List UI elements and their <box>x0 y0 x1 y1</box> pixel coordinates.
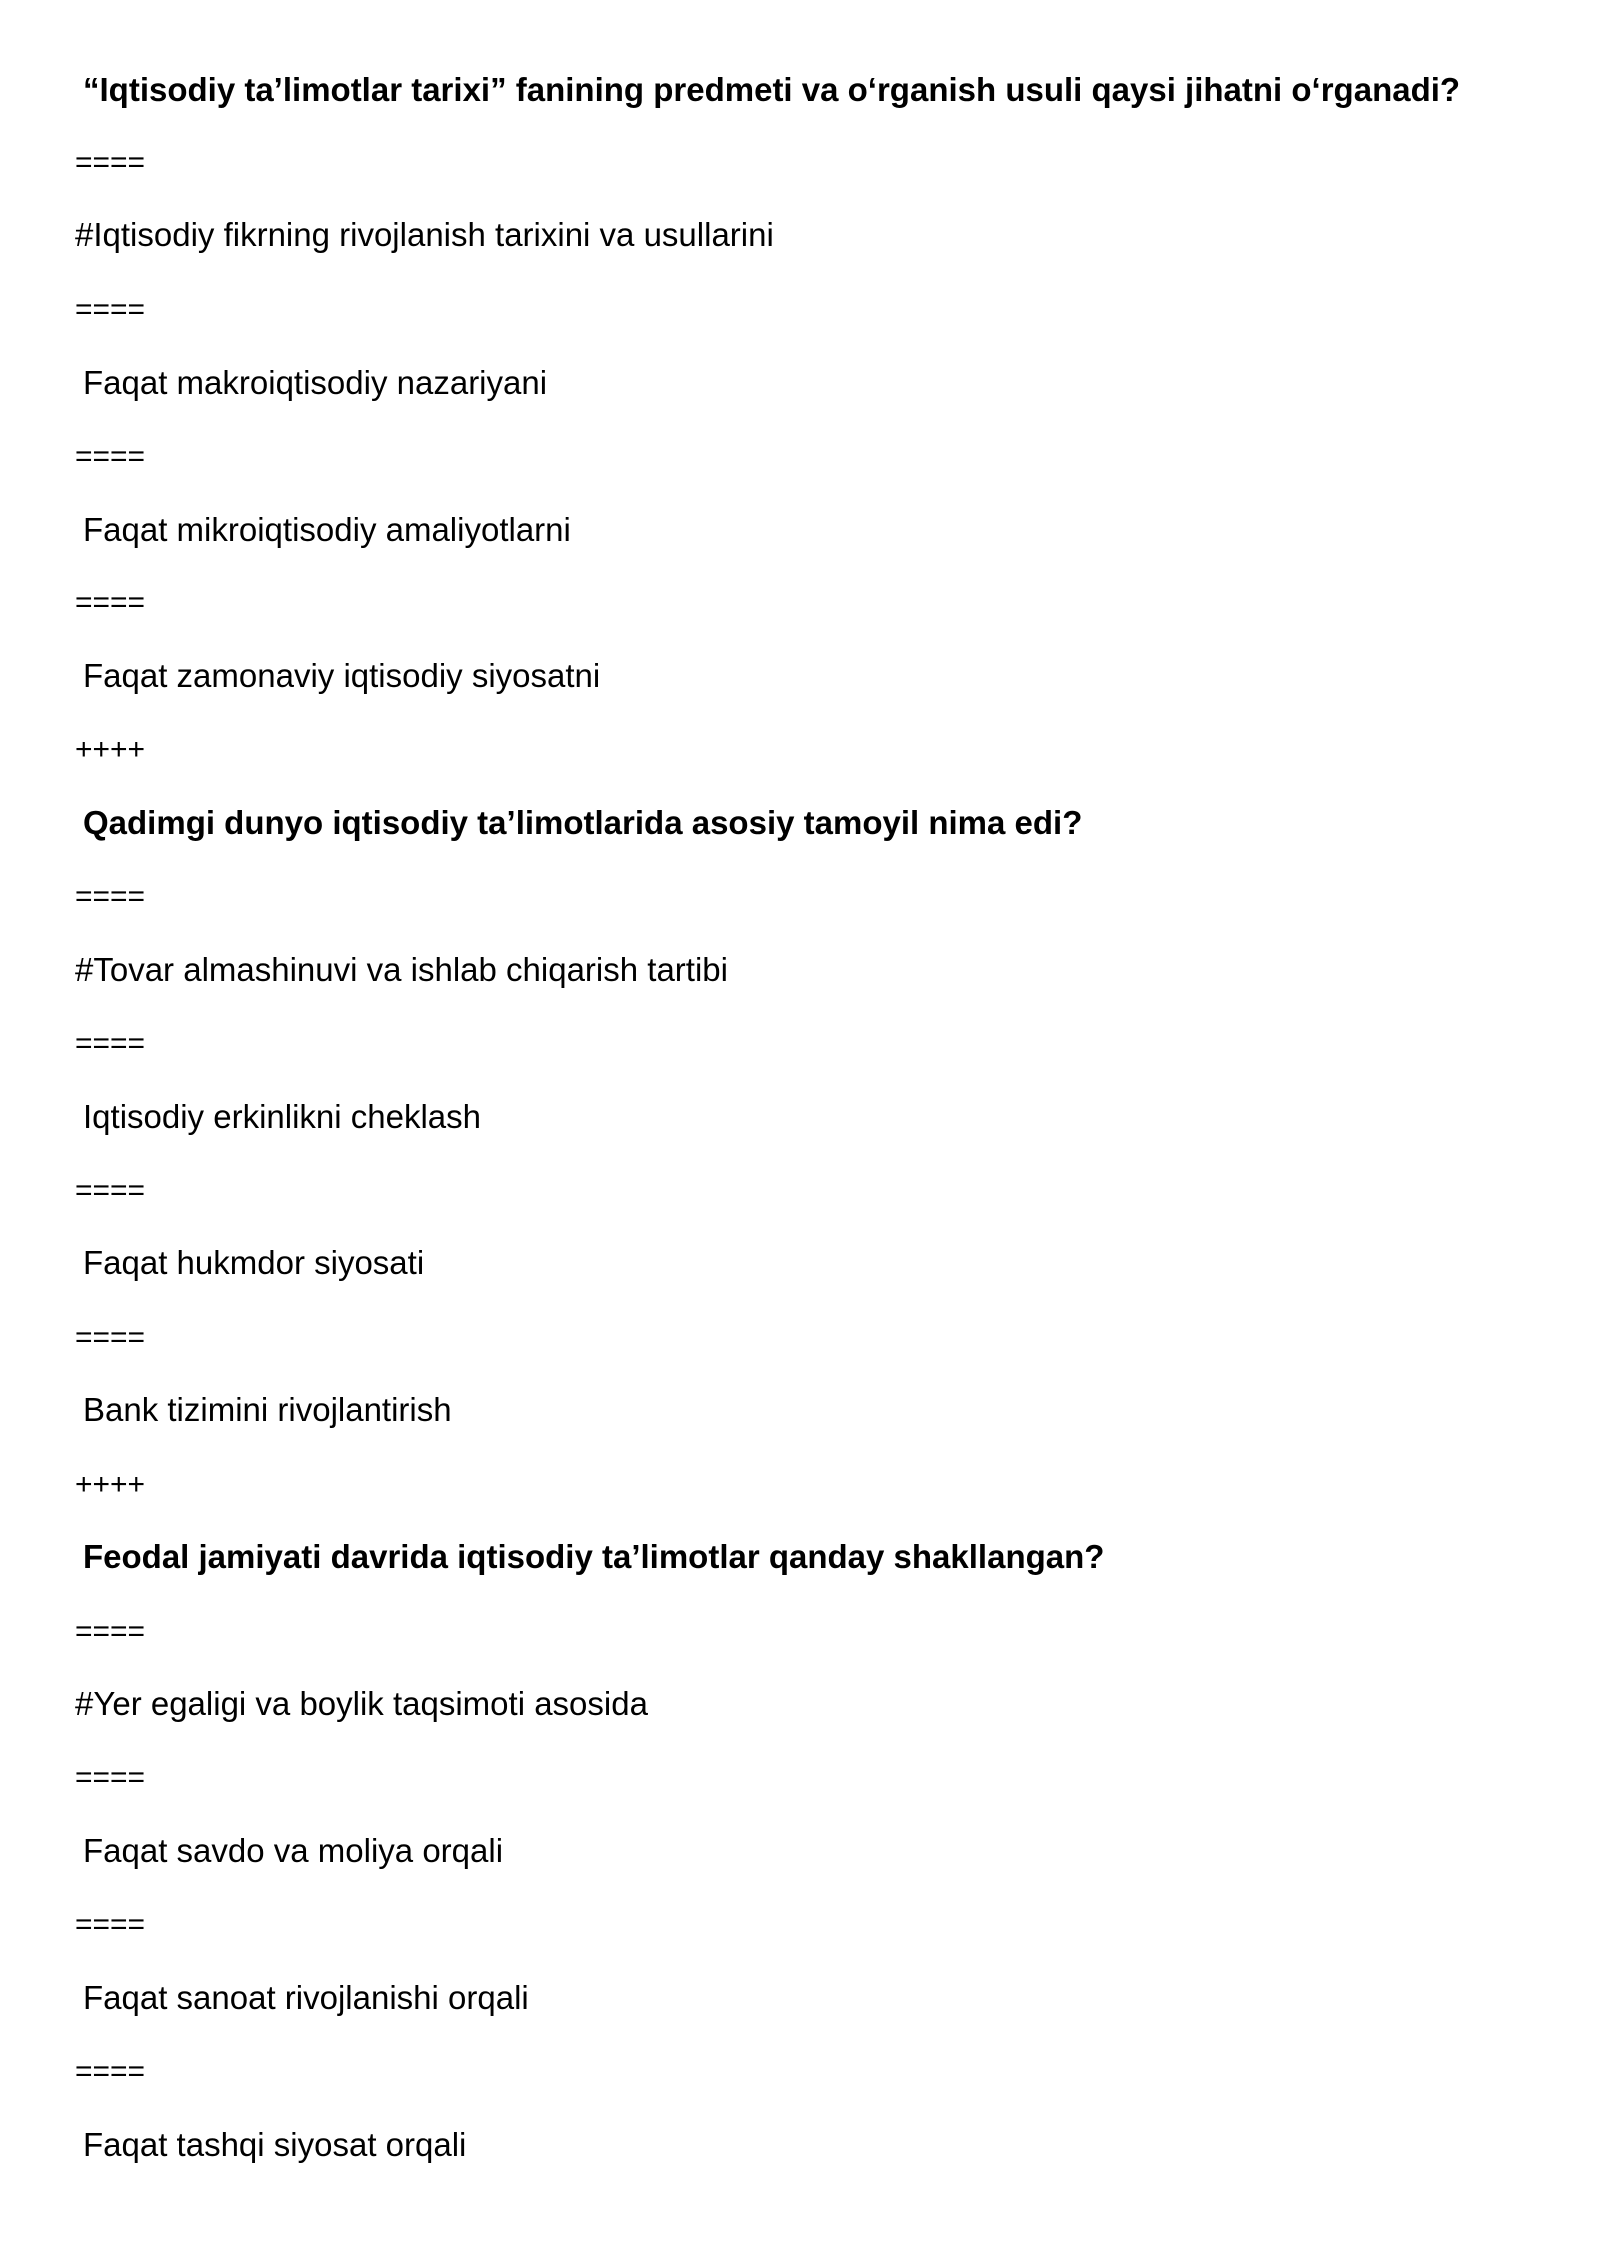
answer-option: Faqat mikroiqtisodiy amaliyotlarni <box>83 511 571 548</box>
question-separator: ++++ <box>75 1468 146 1501</box>
correct-answer-2: #Tovar almashinuvi va ishlab chiqarish tartibi <box>75 951 728 988</box>
option-separator: ==== <box>75 1908 146 1941</box>
option-separator: ==== <box>75 1027 146 1060</box>
question-2: Qadimgi dunyo iqtisodiy ta’limotlarida asosiy tamoyil nima edi? <box>83 804 1083 841</box>
question-3: Feodal jamiyati davrida iqtisodiy ta’limotlar qanday shakllangan? <box>83 1538 1105 1575</box>
option-separator: ==== <box>75 1321 146 1354</box>
answer-option: Faqat savdo va moliya orqali <box>83 1832 504 1869</box>
option-separator: ==== <box>75 440 146 473</box>
option-separator: ==== <box>75 1615 146 1648</box>
answer-option: Faqat zamonaviy iqtisodiy siyosatni <box>83 657 601 694</box>
answer-option: Iqtisodiy erkinlikni cheklash <box>83 1098 482 1135</box>
answer-option: Faqat tashqi siyosat orqali <box>83 2126 467 2163</box>
answer-option: Faqat hukmdor siyosati <box>83 1244 425 1281</box>
question-separator: ++++ <box>75 733 146 766</box>
option-separator: ==== <box>75 146 146 179</box>
option-separator: ==== <box>75 880 146 913</box>
option-separator: ==== <box>75 1174 146 1207</box>
answer-option: Faqat sanoat rivojlanishi orqali <box>83 1979 529 2016</box>
answer-option: Faqat makroiqtisodiy nazariyani <box>83 364 548 401</box>
correct-answer-1: #Iqtisodiy fikrning rivojlanish tarixini va usullarini <box>75 216 774 253</box>
correct-answer-3: #Yer egaligi va boylik taqsimoti asosida <box>75 1685 648 1722</box>
option-separator: ==== <box>75 293 146 326</box>
question-1: “Iqtisodiy ta’limotlar tarixi” fanining predmeti va o‘rganish usuli qaysi jihatni o‘rganadi? <box>83 71 1461 108</box>
option-separator: ==== <box>75 1761 146 1794</box>
option-separator: ==== <box>75 586 146 619</box>
option-separator: ==== <box>75 2055 146 2088</box>
answer-option: Bank tizimini rivojlantirish <box>83 1391 452 1428</box>
